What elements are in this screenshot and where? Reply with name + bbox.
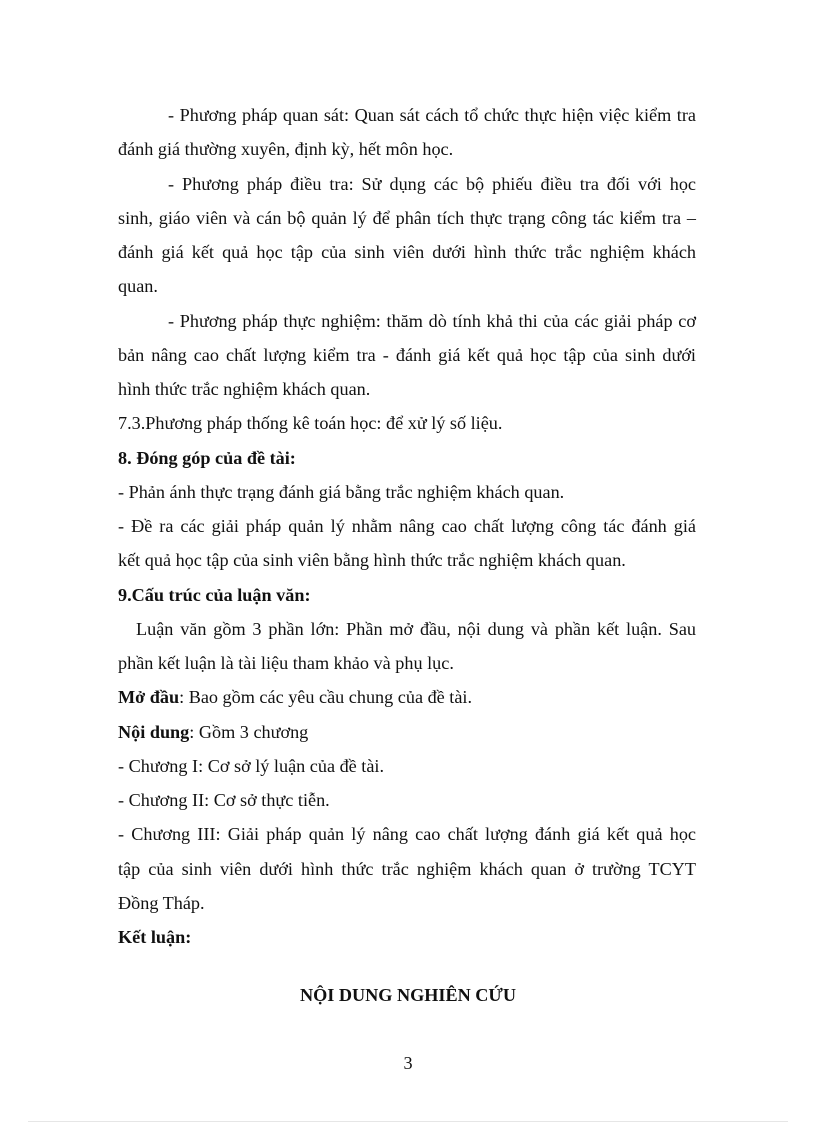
paragraph-line: Luận văn gồm 3 phần lớn: Phần mở đầu, nội dung và phần kết luận. Sau: [136, 619, 696, 639]
label-text: : Gồm 3 chương: [189, 722, 309, 742]
label-text: : Bao gồm các yêu cầu chung của đề tài.: [179, 687, 473, 707]
paragraph-line: phần kết luận là tài liệu tham khảo và phụ lục.: [118, 653, 454, 673]
paragraph-line: tập của sinh viên dưới hình thức trắc nghiệm khách quan ở trường TCYT: [118, 859, 696, 879]
paragraph-line: hình thức trắc nghiệm khách quan.: [118, 379, 371, 399]
section-heading: Kết luận:: [118, 927, 192, 947]
paragraph-line: [118, 685, 696, 709]
paragraph-line: [118, 720, 696, 744]
page-number: 3: [403, 1053, 413, 1073]
paragraph-line: quan.: [118, 276, 158, 296]
paragraph-line: - Chương I: Cơ sở lý luận của đề tài.: [118, 756, 385, 776]
paragraph-line: - Chương II: Cơ sở thực tiễn.: [118, 790, 330, 810]
page-edge-divider: [28, 1121, 788, 1122]
paragraph-line: bản nâng cao chất lượng kiểm tra - đánh giá kết quả học tập của sinh dưới: [118, 345, 696, 365]
paragraph-line: - Phản ánh thực trạng đánh giá bằng trắc nghiệm khách quan.: [118, 482, 565, 502]
paragraph-line: đánh giá kết quả học tập của sinh viên dưới hình thức trắc nghiệm khách: [118, 242, 696, 262]
paragraph-line: Đồng Tháp.: [118, 893, 205, 913]
paragraph-line: sinh, giáo viên và cán bộ quản lý để phân tích thực trạng công tác kiểm tra –: [118, 208, 696, 228]
paragraph-line: - Phương pháp thực nghiệm: thăm dò tính khả thi của các giải pháp cơ: [168, 311, 696, 331]
paragraph-line: 7.3.Phương pháp thống kê toán học: để xử lý số liệu.: [118, 413, 503, 433]
paragraph-line: - Phương pháp quan sát: Quan sát cách tổ chức thực hiện việc kiểm tra: [168, 105, 696, 125]
paragraph-line: - Phương pháp điều tra: Sử dụng các bộ phiếu điều tra đối với học: [168, 174, 696, 194]
section-heading: 8. Đóng góp của đề tài:: [118, 448, 296, 468]
paragraph-line: - Chương III: Giải pháp quản lý nâng cao chất lượng đánh giá kết quả học: [118, 824, 696, 844]
section-heading: 9.Cấu trúc của luận văn:: [118, 585, 311, 605]
paragraph-line: - Đề ra các giải pháp quản lý nhằm nâng cao chất lượng công tác đánh giá: [118, 516, 696, 536]
chapter-title: NỘI DUNG NGHIÊN CỨU: [299, 985, 517, 1005]
bold-label: Nội dung: [118, 722, 190, 742]
bold-label: Mở đầu: [118, 687, 180, 707]
paragraph-line: kết quả học tập của sinh viên bằng hình thức trắc nghiệm khách quan.: [118, 550, 626, 570]
paragraph-line: đánh giá thường xuyên, định kỳ, hết môn học.: [118, 139, 454, 159]
